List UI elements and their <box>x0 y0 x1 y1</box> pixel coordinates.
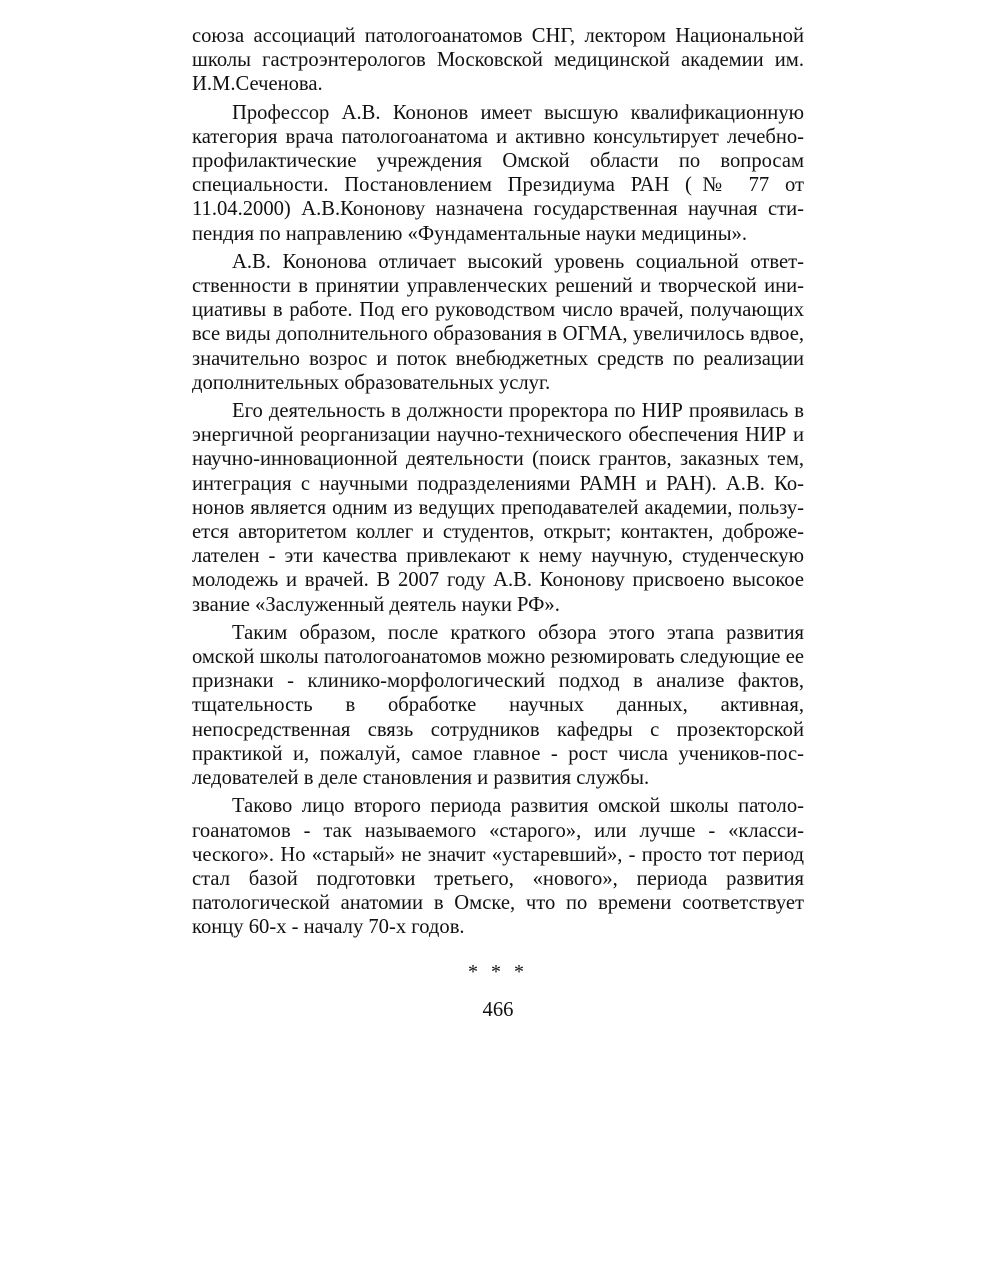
paragraph: Его деятельность в должности проректора по НИР проявилась в энергичной реорганизации научно-технического обеспечения НИР и научно-инновационной деятельности (поиск грантов, заказных тем, интеграция с научными подразделениями РАМН и РАН). А.В. Кононов является одним из ведущих преподавателей академии, пользуется авторитетом коллег и студентов, открыт; контактен, доброжелателен - эти качества привлекают к нему научную, студенческую молодежь и врачей. В 2007 году А.В. Кононову присвоено высокое звание «Заслуженный деятель науки РФ». <box>192 400 804 616</box>
section-separator: * * * <box>468 960 528 983</box>
paragraph: А.В. Кононова отличает высокий уровень социальной ответственности в принятии управленческих решений и творческой инициативы в работе. Под его руководством число врачей, получающих все виды дополнительного образования в ОГМА, увеличилось вдвое, значительно возрос и поток внебюджетных средств по реализации дополнительных образовательных услуг. <box>192 250 804 394</box>
paragraph: Таким образом, после краткого обзора этого этапа развития омской школы патологоанатомов можно резюмировать следующие ее признаки - клинико-морфологический подход в анализе фактов, тщательность в обработке научных данных, активная, непосредственная связь сотрудников кафедры с прозекторской практикой и, пожалуй, самое главное - рост числа учеников-последователей в деле становления и развития службы. <box>192 621 804 790</box>
page-number: 466 <box>482 998 514 1021</box>
paragraph: Профессор А.В. Кононов имеет высшую квалификационную категория врача патологоанатома и активно консультирует лечебно-профилактические учреждения Омской области по вопросам специальности. Постановлением Президиума РАН (№ 77 от 11.04.2000) А.В.Кононову назначена государственная научная стипендия по направлению «Фундаментальные науки медицины». <box>192 101 804 245</box>
paragraph: Таково лицо второго периода развития омской школы патологоанатомов - так называемого «старого», или лучше - «классического». Но «старый» не значит «устаревший», - просто тот период стал базой подготовки третьего, «нового», периода развития патологической анатомии в Омске, что по времени соответствует концу 60-х - началу 70-х годов. <box>192 795 804 939</box>
paragraph-continuation: союза ассоциаций патологоанатомов СНГ, лектором Национальной школы гастроэнтерологов Московской медицинской академии им. И.М.Сеченова. <box>192 25 804 96</box>
page-content <box>192 24 804 1022</box>
